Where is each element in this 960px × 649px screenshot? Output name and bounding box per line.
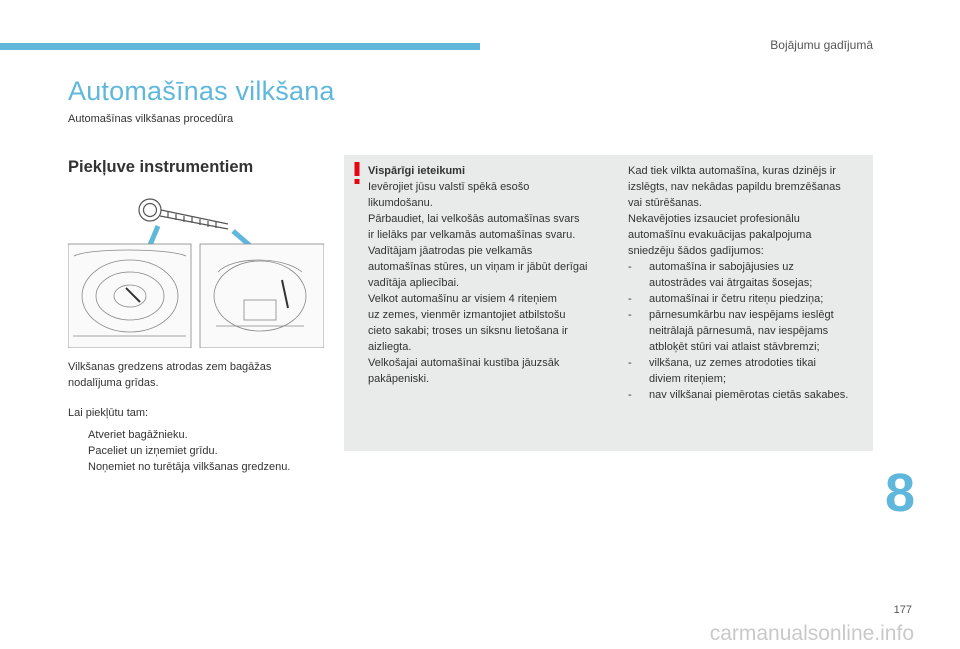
ring-location-text: Vilkšanas gredzens atrodas zem bagāžas nodalījuma grīdas.	[68, 361, 272, 389]
top-accent-bar	[0, 43, 480, 50]
exclamation-icon	[352, 162, 362, 184]
dash-glyph: -	[628, 357, 632, 369]
step-text: Paceliet un izņemiet grīdu.	[88, 445, 218, 457]
advice-line: likumdošanu.	[368, 197, 433, 209]
case-line: automašīna ir sabojājusies uz	[649, 261, 794, 273]
list-item	[628, 355, 873, 387]
advice-line: vadītāja apliecībai.	[368, 277, 460, 289]
case-line: automašīnai ir četru riteņu piedziņa;	[649, 293, 824, 305]
case-line: atbloķēt stūri vai atlaist stāvbremzi;	[649, 341, 820, 353]
list-item	[68, 459, 338, 475]
dash-glyph: -	[628, 293, 632, 305]
advice-line: aizliegta.	[368, 341, 412, 353]
list-item	[68, 427, 338, 443]
case-line: pārnesumkārbu nav iespējams ieslēgt	[649, 309, 834, 321]
list-item	[628, 387, 873, 403]
case-line: autostrādes vai ātrgaitas šosejas;	[649, 277, 813, 289]
list-item	[628, 259, 873, 291]
info-line: vai stūrēšanas.	[628, 197, 702, 209]
info-line: automašīnu evakuācijas pakalpojuma	[628, 229, 812, 241]
towing-eye-drawing	[139, 199, 228, 229]
advice-line: pakāpeniski.	[368, 373, 430, 385]
chapter-number: 8	[885, 463, 916, 523]
advice-line: ir lielāks par velkamās automašīnas svaru.	[368, 229, 576, 241]
tow-service-cases-list	[628, 259, 873, 403]
trunk-view-right	[200, 244, 324, 348]
case-line: nav vilkšanai piemērotas cietās sakabes.	[649, 389, 849, 401]
access-intro-text: Lai piekļūtu tam:	[68, 407, 149, 419]
advice-line: automašīnas stūres, un viņam ir jābūt derīgai	[368, 261, 588, 273]
advice-line: Velkošajai automašīnai kustība jāuzsāk	[368, 357, 560, 369]
general-advice	[368, 163, 608, 387]
dash-glyph: -	[628, 309, 632, 321]
dash-glyph: -	[628, 261, 632, 273]
advice-line: Vadītājam jāatrodas pie velkamās	[368, 245, 533, 257]
advice-line: Pārbaudiet, lai velkošās automašīnas svars	[368, 213, 580, 225]
advice-line: cieto sakabi; troses un siksnu lietošana ir	[368, 325, 568, 337]
advice-line: Ievērojiet jūsu valstī spēkā esošo	[368, 181, 530, 193]
page-number: 177	[893, 604, 912, 616]
section-header: Bojājumu gadījumā	[770, 38, 873, 52]
page-title: Automašīnas vilkšana	[68, 76, 335, 106]
towing-ring-illustration	[68, 196, 324, 348]
info-line: izslēgts, nav nekādas papildu bremzēšanas	[628, 181, 841, 193]
trunk-view-left	[68, 244, 191, 348]
info-line: Kad tiek vilkta automašīna, kuras dzinējs ir	[628, 165, 836, 177]
list-item	[628, 291, 873, 307]
info-line: Nekavējoties izsauciet profesionālu	[628, 213, 800, 225]
access-heading: Piekļuve instrumentiem	[68, 158, 254, 176]
step-text: Atveriet bagāžnieku.	[88, 429, 188, 441]
case-line: vilkšana, uz zemes atrodoties tikai	[649, 357, 816, 369]
info-line: sniedzēju šādos gadījumos:	[628, 245, 764, 257]
watermark: carmanualsonline.info	[709, 622, 914, 645]
case-line: neitrālajā pārnesumā, nav iespējams	[649, 325, 829, 337]
page-subtitle: Automašīnas vilkšanas procedūra	[68, 113, 234, 125]
step-text: Noņemiet no turētāja vilkšanas gredzenu.	[88, 461, 291, 473]
advice-line: Velkot automašīnu ar visiem 4 riteņiem	[368, 293, 557, 305]
list-item	[628, 307, 873, 355]
towing-info	[628, 163, 873, 403]
case-line: diviem riteņiem;	[649, 373, 727, 385]
advice-line: uz zemes, vienmēr izmantojiet atbilstošu	[368, 309, 566, 321]
dash-glyph: -	[628, 389, 632, 401]
advice-heading: Vispārīgi ieteikumi	[368, 165, 466, 177]
list-item	[68, 443, 338, 459]
access-steps-list	[68, 427, 338, 475]
